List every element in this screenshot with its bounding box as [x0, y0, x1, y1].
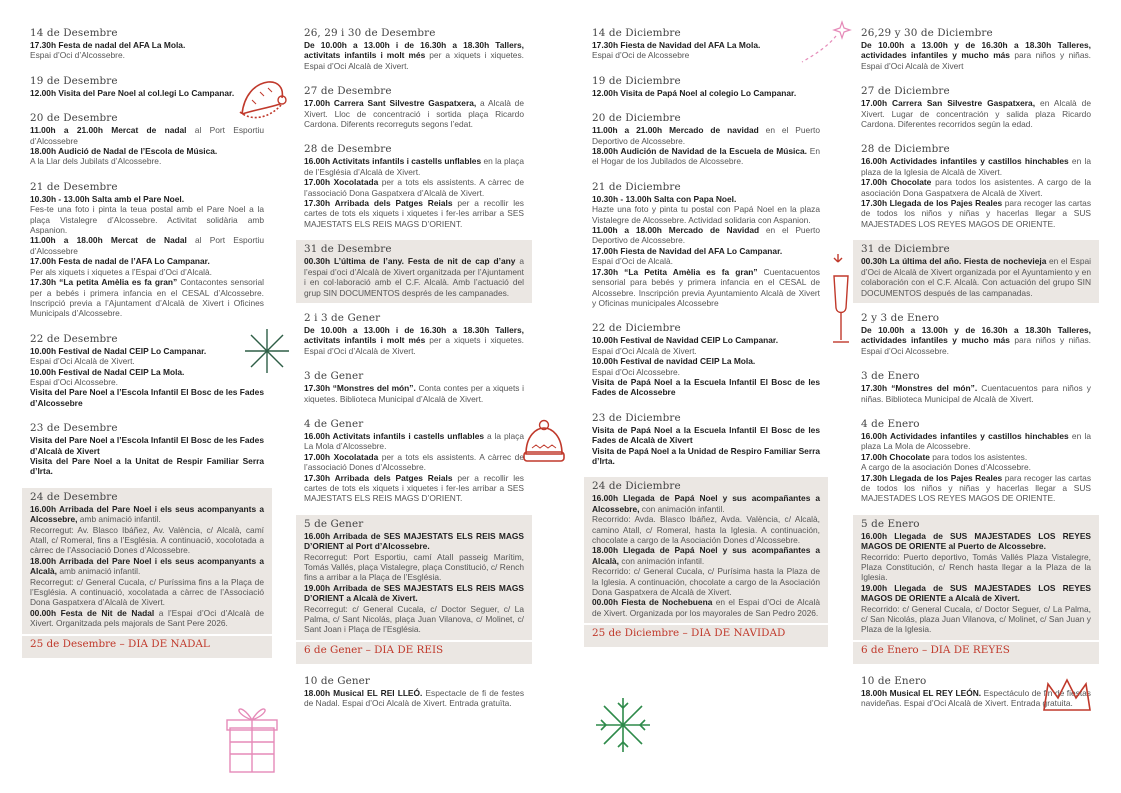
event-line — [592, 425, 820, 446]
event-detail: Cuentacuentos para niños y niñas. Biblioteca Municipal de Alcalà de Xivert. — [861, 383, 1091, 404]
event-title: 12.00h Visita del Pare Noel al col.legi Lo Campanar. — [30, 87, 235, 98]
event-day — [296, 82, 532, 134]
day-heading: 2 y 3 de Enero — [861, 311, 940, 324]
event-line — [30, 204, 264, 235]
event-detail: per a xiquets i xiquetes. Espai d’Oci Alcalà de Xivert. — [304, 50, 524, 71]
shooting-star-icon — [798, 18, 854, 70]
event-title: 17.00h Xocolatada — [304, 451, 379, 462]
event-title: 10.00h Festival de Nadal CEIP La Mola. — [30, 366, 185, 377]
event-line — [30, 125, 264, 146]
event-line — [304, 177, 524, 198]
event-detail: Espectáculo de fin de fiestas navideñas. Espai d’Oci Alcalà de Xivert. Entrada gratuita. — [861, 687, 1091, 709]
day-heading: 26, 29 i 30 de Desembre — [304, 27, 436, 39]
champagne-glass-icon — [826, 248, 856, 348]
event-title: 16.00h Actividades infantiles y castillos hinchables — [861, 430, 1069, 441]
event-title: De 10.00h a 13.00h i de 16.30h a 18.30h Tallers, activitats infantils i molt més — [304, 40, 524, 61]
event-line — [30, 608, 264, 629]
event-detail: para recoger las cartas de todos los niños y niñas y hacerlas llegar a SUS MAJESTADES LOS REYES MAGOS DE ORIENTE. — [861, 472, 1092, 504]
event-detail: para todos los asistentes. — [929, 451, 1028, 462]
event-line — [592, 194, 820, 204]
event-day — [296, 515, 532, 640]
event-line — [30, 235, 264, 256]
day-heading: 4 de Enero — [861, 417, 920, 430]
event-line — [304, 325, 524, 356]
event-title: 10.00h Festival de navidad CEIP La Mola. — [592, 356, 756, 367]
event-line — [861, 198, 1091, 229]
event-title: 16.00h Actividades infantiles y castillos hinchables — [861, 156, 1069, 167]
event-line — [861, 98, 1091, 129]
event-detail: A la Llar dels Jubilats d’Alcossebre. — [30, 156, 162, 167]
day-heading: 10 de Enero — [861, 674, 927, 687]
event-line — [861, 552, 1091, 583]
day-heading: 5 de Gener — [304, 517, 364, 530]
event-title: 17.30h “Monstres del món”. — [304, 383, 416, 394]
event-title: 19.00h Arribada de SES MAJESTATS ELS REIS MAGS D’ORIENT a Alcalà de Xivert. — [304, 582, 524, 604]
event-title: 18.00h Musical EL REI LLEÓ. — [304, 687, 423, 698]
event-line — [304, 604, 524, 635]
event-line — [592, 335, 820, 345]
event-line — [304, 256, 524, 298]
event-day — [853, 240, 1099, 303]
event-day — [296, 367, 532, 409]
event-line — [304, 552, 524, 583]
event-title: Visita del Pare Noel a la Unitat de Respir Familiar Serra d’Irta. — [30, 455, 264, 477]
day-heading: 14 de Desembre — [30, 27, 118, 39]
event-detail: Espai d’Oci Alcossebre. — [592, 366, 680, 377]
event-day — [853, 24, 1099, 76]
event-title: 17.00h Xocolatada — [304, 177, 379, 188]
event-day — [296, 672, 532, 714]
event-day — [853, 140, 1099, 234]
event-title: Visita de Papá Noel a la Escuela Infantil El Bosc de les Fades de Alcossebre — [592, 376, 820, 398]
day-heading: 4 de Gener — [304, 417, 364, 430]
event-title: 17.30h “La petita Amèlia es fa gran” — [30, 277, 178, 288]
event-title: Visita del Pare Noel a l’Escola Infantil El Bosc de les Fades d’Alcalà de Xivert — [30, 435, 264, 456]
event-line — [861, 462, 1091, 472]
event-line — [30, 277, 264, 319]
event-line — [30, 556, 264, 577]
event-detail: en el Puerto Deportivo de Alcossebre. — [592, 125, 820, 146]
crown-icon — [1040, 676, 1094, 716]
event-title: 17.00h Chocolate — [861, 177, 932, 188]
event-title: De 10.00h a 13.00h y de 16.30h a 18.30h Talleres, actividades infantiles y mucho más — [861, 40, 1091, 61]
event-detail: En el Hogar de los Jubilados de Alcossebre. — [592, 146, 820, 167]
day-heading: 3 de Enero — [861, 370, 920, 383]
event-line — [592, 514, 820, 545]
event-line — [592, 267, 820, 309]
event-line — [30, 377, 264, 387]
day-heading: 14 de Diciembre — [592, 27, 681, 39]
event-detail: en el Puerto Deportivo de Alcossebre. — [592, 225, 820, 246]
event-title: 10.30h - 13.00h Salta amb el Pare Noel. — [30, 193, 185, 204]
event-line — [30, 156, 264, 166]
day-heading: 24 de Diciembre — [592, 480, 681, 493]
event-detail: Espai d’Oci de Alcalà. — [592, 256, 674, 267]
event-line — [30, 504, 264, 525]
event-title: Visita de Papá Noel a la Escuela Infantil El Bosc de les Fades de Alcalà de Xivert — [592, 424, 820, 446]
event-line — [592, 125, 820, 146]
event-title: 11.00h a 21.00h Mercado de navidad — [592, 125, 759, 136]
day-heading: 27 de Diciembre — [861, 85, 950, 98]
event-line — [30, 256, 264, 266]
event-day — [584, 109, 828, 172]
event-line — [861, 256, 1091, 298]
event-title: 18.00h Llegada de Papá Noel y sus acompañantes a Alcalà, — [592, 545, 820, 566]
event-line — [30, 267, 264, 277]
event-title: 18.00h Audició de Nadal de l’Escola de Música. — [30, 146, 218, 157]
event-title: 16.00h Arribada de SES MAJESTATS ELS REIS MAGS D’ORIENT al Port d’Alcossebre. — [304, 530, 524, 552]
event-line — [861, 531, 1091, 552]
day-heading: 22 de Desembre — [30, 332, 118, 345]
event-day — [296, 140, 532, 234]
day-heading: 28 de Desembre — [304, 143, 392, 156]
event-detail: Recorrido: c/ General Cucala, c/ Purísima hasta la Plaza de la Iglesia. A continuación, chocolate a cargo de la Asociación Dona Gaspatxera de Alcalà de Xivert. — [592, 566, 820, 598]
event-line — [861, 156, 1091, 177]
event-line — [30, 346, 264, 356]
event-detail: amb animació infantil. — [57, 566, 141, 577]
event-title: 10.00h Festival de Navidad CEIP Lo Campanar. — [592, 335, 779, 346]
event-title: 17.00h Carrera Sant Silvestre Gaspatxera, — [304, 98, 477, 109]
event-line — [304, 452, 524, 473]
event-title: 00.00h Festa de Nit de Nadal — [30, 607, 155, 618]
day-heading: 5 de Enero — [861, 517, 920, 530]
day-heading: 19 de Diciembre — [592, 74, 681, 87]
event-title: 00.30h L’última de l’any. Festa de nit de cap d’any — [304, 256, 516, 267]
event-day — [584, 24, 828, 66]
event-detail: A cargo de la asociación Dones d’Alcossebre. — [861, 462, 1031, 473]
event-day — [22, 419, 272, 482]
event-day — [584, 477, 828, 623]
event-day — [296, 24, 532, 76]
event-detail: Conta contes per a xiquets i xiquetes. Biblioteca Municipal d’Alcalà de Xivert. — [304, 383, 524, 404]
event-line — [861, 325, 1091, 356]
event-title: 19.00h Llegada de SUS MAJESTADES LOS REYES MAGOS DE ORIENTE a Alcalà de Xivert. — [861, 582, 1091, 604]
event-line — [30, 367, 264, 377]
event-line — [592, 367, 820, 377]
event-title: 11.00h a 21.00h Mercat de nadal — [30, 125, 187, 136]
event-title: 18.00h Musical EL REY LEÓN. — [861, 687, 982, 698]
day-heading: 26,29 y 30 de Diciembre — [861, 27, 993, 39]
event-title: 17.30h Arribada dels Patges Reials — [304, 472, 453, 483]
event-detail: Recorregut: c/ General Cucala, c/ Puríssima fins a la Plaça de l’Església. A continuació, xocolatada a càrrec de l’Associació Dona Gaspatxera d’Alcalà de Xivert. — [30, 576, 264, 608]
event-title: 11.00h a 18.00h Mercado de Navidad — [592, 225, 760, 236]
event-title: 00.00h Fiesta de Nochebuena — [592, 597, 713, 608]
event-title: 17.30h Arribada dels Patges Reials — [304, 198, 453, 209]
event-detail: con animación infantil. — [619, 555, 705, 566]
event-line — [861, 431, 1091, 452]
event-line — [592, 225, 820, 246]
day-heading: 2 i 3 de Gener — [304, 311, 381, 324]
event-line — [592, 597, 820, 618]
event-detail: Espai d’Oci de Alcossebre — [592, 50, 690, 61]
event-day — [853, 515, 1099, 640]
event-title: Visita de Papá Noel a la Unidad de Respiro Familiar Serra d’Irta. — [592, 445, 820, 466]
event-line — [304, 583, 524, 604]
event-line — [30, 577, 264, 608]
event-day — [22, 178, 272, 324]
event-day — [22, 24, 272, 66]
event-detail: amb animació infantil. — [77, 514, 161, 525]
event-line — [304, 531, 524, 552]
event-title: 17.30h Festa de nadal del AFA La Mola. — [30, 40, 186, 50]
event-detail: para niños y niñas. Espai d’Oci Alcossebre. — [861, 335, 1091, 356]
event-detail: en la plaça de l’Església d’Alcalà de Xivert. — [304, 156, 524, 177]
event-line — [861, 383, 1091, 404]
day-heading: 31 de Diciembre — [861, 243, 950, 256]
event-detail: a Alcalà de Xivert. Lloc de concentració i sortida plaça Ricardo Cardona. Diferents recorreguts segons l’edat. — [304, 98, 524, 130]
event-line — [592, 493, 820, 514]
event-line — [30, 525, 264, 556]
event-title: De 10.00h a 13.00h y de 16.30h a 18.30h Talleres, actividades infantiles y mucho más — [861, 324, 1091, 346]
event-line — [592, 446, 820, 467]
day-heading: 22 de Diciembre — [592, 322, 681, 335]
holiday-heading: 25 de Desembre – DIA DE NADAL — [22, 636, 272, 658]
event-detail: con animación infantil. — [639, 503, 725, 514]
event-line — [30, 456, 264, 477]
event-day — [22, 488, 272, 634]
event-title: 17.30h “La Petita Amèlia es fa gran” — [592, 266, 758, 277]
day-heading: 27 de Desembre — [304, 85, 392, 98]
event-detail: Espai d’Oci Alcalà de Xivert. — [30, 356, 135, 367]
snowflake-icon — [592, 694, 654, 756]
event-title: 11.00h a 18.00h Mercat de Nadal — [30, 235, 187, 246]
event-line — [304, 98, 524, 129]
event-day — [584, 72, 828, 103]
event-detail: Contacontes sensorial per a bebés i primera infancia en el CESAL d’Alcossebre. Inscripció previa a l’Ajuntament d’Alcalà de Xivert i Oficines Municipals d’Alcossebre. — [30, 277, 264, 319]
event-day — [296, 415, 532, 509]
event-day — [853, 82, 1099, 134]
event-detail: Per als xiquets i xiquetes a l’Espai d’Oci d’Alcalà. — [30, 266, 213, 277]
day-heading: 21 de Diciembre — [592, 180, 681, 193]
event-day — [296, 240, 532, 303]
event-detail: Recorregut: Av. Blasco Ibáñez, Av. València, c/ Alcalà, camí Atall, c/ Romeral, fins a l’Església. A continuació, xocolotada a càrrec de l’Associació Dones d’Alcossebre. — [30, 524, 264, 556]
holiday-heading: 6 de Gener – DIA DE REIS — [296, 642, 532, 664]
event-title: 17.30h Fiesta de Navidad del AFA La Mola. — [592, 40, 761, 50]
event-title: 16.00h Llegada de SUS MAJESTADES LOS REYES MAGOS DE ORIENTE al Puerto de Alcossebre. — [861, 530, 1091, 552]
day-heading: 20 de Diciembre — [592, 112, 681, 125]
event-title: 16.00h Arribada del Pare Noel i els seus acompanyants a Alcossebre, — [30, 503, 264, 525]
event-detail: Espectacle de fi de festes de Nadal. Espai d’Oci Alcalà de Xivert. Entrada gratuïta. — [304, 687, 525, 709]
column-spanish-january — [853, 24, 1099, 720]
beanie-icon — [518, 418, 570, 466]
event-line — [592, 40, 820, 50]
event-detail: Hazte una foto y pinta tu postal con Papá Noel en la plaza Vistalegre de Alcossebre. Actividad solidaria con Aspanion. — [592, 204, 820, 225]
event-detail: Espai d’Oci Alcossebre. — [30, 376, 118, 387]
event-line — [861, 452, 1091, 462]
event-detail: Recorregut: c/ General Cucala, c/ Doctor Seguer, c/ La Palma, c/ Sant Nicolás, plaça Juan Vilanova, c/ Molinet, c/ Sant Joan i Plaça de l’Església. — [304, 603, 524, 635]
event-line — [30, 194, 264, 204]
event-title: 18.00h Arribada del Pare Noel i els seus acompanyants a Alcalà, — [30, 555, 264, 577]
event-detail: Recorrido: c/ General Cucala, c/ Doctor Seguer, c/ La Palma, c/ San Nicolás, plaza Juan Vilanova, c/ Molinet, c/ San Juan y Plaza de la Iglesia. — [861, 603, 1091, 635]
snowflake-icon — [242, 326, 292, 376]
event-day — [853, 367, 1099, 409]
day-heading: 28 de Diciembre — [861, 143, 950, 156]
santa-hat-icon — [234, 74, 290, 124]
event-line — [30, 50, 264, 60]
event-line — [592, 346, 820, 356]
event-detail: Espai d’Oci d’Alcossebre. — [30, 50, 125, 61]
event-detail: para niños y niñas. Espai d’Oci Alcalà de Xivert — [861, 50, 1091, 71]
event-line — [30, 146, 264, 156]
event-day — [22, 330, 272, 413]
event-line — [304, 688, 524, 709]
event-line — [30, 435, 264, 456]
event-line — [592, 50, 820, 60]
event-detail: per a recollir les cartes de tots els xiquets i xiquetes i fer-les arribar a SES MAJESTATS ELS REIS MAGS D’ORIENT. — [304, 472, 524, 504]
day-heading: 3 de Gener — [304, 370, 364, 383]
column-valencian-january — [296, 24, 532, 720]
event-detail: per a recollir les cartes de tots els xiquets i xiquetes i fer-les arribar a SES MAJESTATS ELS REIS MAGS D’ORIENT. — [304, 198, 524, 229]
event-line — [861, 604, 1091, 635]
day-heading: 24 de Desembre — [30, 490, 118, 503]
event-detail: a l’espai d’oci d’Alcalà de Xivert organitzada per l’Ajuntament i en col·laboració amb el C.F. Alcalà. Amb l’actuació del grup SIN DOCUMENTOS després de les campanades. — [304, 256, 524, 298]
event-detail: en el Espai d’Oci de Alcalà de Xivert organizada por el Ayuntamiento y en colaboración con el C.F. Alcalà. Con actuación del grupo SIN DOCUMENTOS después de las campanadas. — [861, 256, 1091, 298]
event-title: 00.30h La última del año. Fiesta de nochevieja — [861, 256, 1047, 267]
event-detail: a la plaça La Mola d’Alcossebre. — [304, 430, 524, 452]
event-detail: en la plaza de la Iglesia de Alcalà de Xivert. — [861, 156, 1091, 177]
event-detail: en la plaza La Mola de Alcossebre. — [861, 430, 1091, 452]
event-detail: Recorrido: Avda. Blasco Ibáñez, Avda. València, c/ Alcalà, camino Atall, c/ Romeral, hasta la Iglesia. A continuación, chocolate a cargo de la Asociación Dones d’Alcossebre. — [592, 514, 820, 545]
event-detail: Recorregut: Port Esportiu, camí Atall passeig Marítim, Tomás Vallés, plaça Vistalegre, plaça Constitució, c/ Rench fins a arribar a la Plaça de l’Església. — [304, 551, 524, 583]
day-heading: 31 de Desembre — [304, 243, 392, 256]
event-detail: Recorrido: Puerto deportivo, Tomás Vallés Plaza Vistalegre, Plaza Constitución, c/ Rench hasta llegar a la Plaza de la Iglesia. — [861, 551, 1091, 583]
event-detail: al Port Esportiu d’Alcossebre — [30, 125, 264, 146]
event-day — [584, 409, 828, 472]
event-day — [853, 309, 1099, 361]
event-detail: para recoger las cartas de todos los niños y niñas y hacerlas llegar a SUS MAJESTADES LOS REYES MAGOS DE ORIENTE. — [861, 198, 1092, 229]
event-detail: en Alcalà de Xivert. Lugar de concentración y salida plaza Ricardo Cardona. Diferentes recorridos según la edad. — [861, 98, 1091, 130]
event-line — [304, 431, 524, 452]
event-line — [304, 198, 524, 229]
event-detail: en el Espai d’Oci de Alcalà de Xivert. Organizada por los mayorales de San Pedro 2026. — [592, 597, 820, 618]
event-title: 17.00h Chocolate — [861, 451, 930, 462]
event-line — [592, 566, 820, 597]
event-detail: Espai d’Oci Alcalà de Xivert. — [592, 345, 697, 356]
event-day — [853, 415, 1099, 509]
event-title: Visita del Pare Noel a l’Escola Infantil El Bosc de les Fades d’Alcossebre — [30, 387, 264, 408]
event-detail: Cuentacuentos sensorial para bebés y primera infancia en el CESAL de Alcossebre. Inscripción previa Ayuntamiento Alcalà de Xivert y Oficinas municipales Alcossebre — [592, 266, 820, 308]
event-title: 16.00h Activitats infantils i castells unflables — [304, 156, 482, 167]
event-detail: al Port Esportiu d’Alcossebre — [30, 235, 264, 256]
event-line — [304, 383, 524, 404]
event-line — [30, 387, 264, 408]
event-detail: per a tots els assistents. A càrrec de l’associació Dones d’Alcossebre. — [304, 451, 524, 473]
day-heading: 20 de Desembre — [30, 112, 118, 125]
day-heading: 23 de Diciembre — [592, 411, 681, 424]
event-line — [861, 40, 1091, 71]
event-line — [592, 204, 820, 225]
event-title: 16.00h Activitats infantils i castells unflables — [304, 430, 485, 441]
event-title: 17.30h Llegada de los Pajes Reales — [861, 472, 1003, 483]
event-detail: per a xiquets i xiquetes. Espai d’Oci d’Alcalà de Xivert. — [304, 335, 524, 356]
event-line — [861, 583, 1091, 604]
event-line — [592, 256, 820, 266]
day-heading: 10 de Gener — [304, 674, 370, 687]
event-line — [592, 377, 820, 398]
event-title: De 10.00h a 13.00h i de 16.30h a 18.30h Tallers, activitats infantils i molt més — [304, 324, 524, 346]
event-line — [30, 88, 264, 98]
event-detail: per a tots els assistents. A càrrec de l’associació Dona Gaspatxera d’Alcalà de Xivert. — [304, 177, 524, 198]
holiday-heading: 25 de Diciembre – DIA DE NAVIDAD — [584, 625, 828, 647]
column-spanish-december — [584, 24, 828, 655]
event-title: 18.00h Audición de Navidad de la Escuela de Música. — [592, 146, 807, 157]
event-title: 17.00h Carrera San Silvestre Gaspatxera, — [861, 98, 1036, 109]
event-day — [296, 309, 532, 361]
event-line — [592, 246, 820, 256]
event-title: 17.00h Festa de nadal de l’AFA Lo Campanar. — [30, 256, 210, 267]
event-day — [584, 178, 828, 313]
event-title: 17.00h Fiesta de Navidad del AFA Lo Campanar. — [592, 245, 783, 256]
event-title: 17.30h Llegada de los Pajes Reales — [861, 198, 1003, 209]
event-title: 17.30h “Monstres del món”. — [861, 383, 978, 394]
event-detail: a l’Espai d’Oci d’Alcalà de Xivert. Organitzada pels majorals de Sant Pere 2026. — [30, 607, 264, 629]
day-heading: 23 de Desembre — [30, 422, 118, 435]
day-heading: 19 de Desembre — [30, 74, 118, 87]
event-line — [304, 40, 524, 71]
event-line — [304, 156, 524, 177]
event-line — [861, 473, 1091, 504]
event-line — [30, 356, 264, 366]
event-line — [592, 146, 820, 167]
event-line — [592, 545, 820, 566]
event-detail: Fes-te una foto i pinta la teua postal amb el Pare Noel a la plaça Vistalegre d’Alcossebre. Activitat solidària amb Aspanion. — [30, 204, 264, 236]
event-title: 12.00h Visita de Papá Noel al colegio Lo Campanar. — [592, 87, 797, 98]
event-line — [304, 473, 524, 504]
event-line — [592, 88, 820, 98]
holiday-heading: 6 de Enero – DIA DE REYES — [853, 642, 1099, 664]
gift-icon — [224, 698, 280, 776]
event-line — [592, 356, 820, 366]
event-title: 10.00h Festival de Nadal CEIP Lo Campanar. — [30, 345, 207, 356]
event-title: 10.30h - 13.00h Salta con Papa Noel. — [592, 193, 737, 204]
event-detail: para todos los asistentes. A cargo de la asociación Dona Gaspatxera de Alcalà de Xivert. — [861, 177, 1091, 198]
event-line — [861, 177, 1091, 198]
day-heading: 21 de Desembre — [30, 180, 118, 193]
event-line — [30, 40, 264, 50]
event-day — [584, 319, 828, 402]
event-title: 16.00h Llegada de Papá Noel y sus acompañantes a Alcossebre, — [592, 493, 820, 514]
